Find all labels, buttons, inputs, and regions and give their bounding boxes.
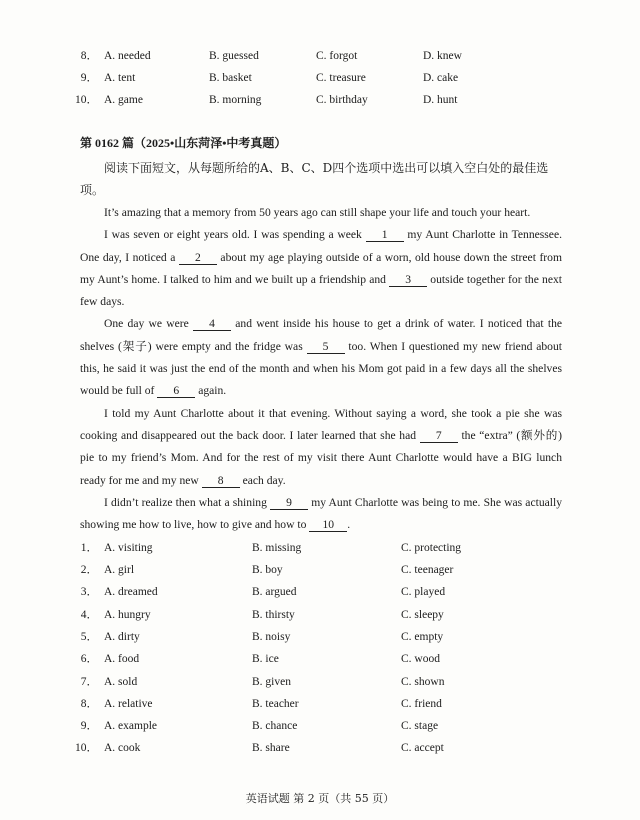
option-c: C. sleepy (401, 609, 444, 621)
option-b: B. teacher (252, 698, 299, 710)
question-number: 2． (80, 564, 98, 576)
passage-paragraph: I told my Aunt Charlotte about it that evening. Without saying a word, she took a pie she was cooking and disappeared out the back door. I later learned that she had 7 the “extra” (额外的) pie to my friend’s Mom. And for the rest of my visit there Aunt Charlotte would have a BIG lunch ready for me and my new 8 each day. (80, 406, 563, 487)
question-number: 9． (80, 720, 98, 732)
option-b: B. ice (252, 653, 279, 665)
option-d: D. knew (423, 50, 462, 62)
blank-1: 1 (366, 228, 404, 242)
option-b: B. chance (252, 720, 298, 732)
option-b: B. guessed (209, 50, 259, 62)
option-row (0, 650, 640, 668)
option-b: B. morning (209, 94, 262, 106)
prev-option-row (0, 91, 640, 109)
option-c: C. teenager (401, 564, 454, 576)
blank-7: 7 (420, 429, 458, 443)
option-b: B. basket (209, 72, 252, 84)
option-row (0, 695, 640, 713)
passage-paragraph: One day we were 4 and went inside his house to get a drink of water. I noticed that the shelves (架子) were empty and the fridge was 5 too. When I questioned my new friend about this, he said it was just the end of the month and when his Mom got paid in a few days all the shelves would be full of 6 again. (80, 317, 563, 398)
option-a: A. sold (104, 676, 138, 688)
blank-9: 9 (270, 496, 308, 510)
question-number: 4． (80, 609, 98, 621)
blank-8: 8 (202, 474, 240, 488)
option-b: B. noisy (252, 631, 291, 643)
option-row (0, 561, 640, 579)
option-b: B. argued (252, 586, 297, 598)
option-a: A. visiting (104, 542, 153, 554)
option-c: C. friend (401, 698, 442, 710)
question-number: 10． (75, 742, 98, 754)
option-b: B. thirsty (252, 609, 295, 621)
question-number: 3． (80, 586, 98, 598)
question-number: 1． (80, 542, 98, 554)
option-a: A. food (104, 653, 140, 665)
section-instruction: 阅读下面短文，从每题所给的A、B、C、D四个选项中选出可以填入空白处的最佳选项。 (80, 161, 549, 197)
question-number: 9． (80, 72, 98, 84)
option-a: A. cook (104, 742, 141, 754)
option-a: A. example (104, 720, 158, 732)
option-c: C. protecting (401, 542, 462, 554)
blank-4: 4 (193, 317, 231, 331)
option-d: D. cake (423, 72, 459, 84)
blank-3: 3 (389, 273, 427, 287)
blank-6: 6 (157, 384, 195, 398)
option-c: C. stage (401, 720, 439, 732)
passage-paragraph: It’s amazing that a memory from 50 years ago can still shape your life and touch your heart. (104, 206, 531, 219)
option-b: B. boy (252, 564, 283, 576)
option-a: A. dirty (104, 631, 140, 643)
option-a: A. tent (104, 72, 136, 84)
question-number: 10． (75, 94, 98, 106)
option-a: A. needed (104, 50, 151, 62)
passage (80, 202, 562, 536)
option-row (0, 628, 640, 646)
option-a: A. girl (104, 564, 135, 576)
option-a: A. game (104, 94, 143, 106)
option-row (0, 539, 640, 557)
blank-5: 5 (307, 340, 345, 354)
blank-10: 10 (309, 518, 347, 532)
option-c: C. wood (401, 653, 440, 665)
option-row (0, 717, 640, 735)
option-c: C. birthday (316, 94, 368, 106)
option-row (0, 606, 640, 624)
passage-paragraph: I was seven or eight years old. I was spending a week 1 my Aunt Charlotte in Tennessee. One day, I noticed a 2 about my age playing outside of a worn, old house down the street from my Aunt’s home. I talked to him and we built up a friendship and 3 outside together for the next few days. (80, 228, 563, 309)
page-footer: 英语试题 第 2 页（共 55 页） (245, 792, 395, 805)
option-row (0, 673, 640, 691)
question-number: 5． (80, 631, 98, 643)
blank-2: 2 (179, 251, 217, 265)
option-b: B. given (252, 676, 291, 688)
option-c: C. accept (401, 742, 444, 754)
option-c: C. shown (401, 676, 445, 688)
option-c: C. treasure (316, 72, 366, 84)
prev-option-row (0, 69, 640, 87)
option-a: A. dreamed (104, 586, 158, 598)
option-c: C. played (401, 586, 446, 598)
option-row (0, 583, 640, 601)
option-c: C. empty (401, 631, 444, 643)
question-number: 7． (80, 676, 98, 688)
question-number: 8． (80, 698, 98, 710)
question-number: 8． (80, 50, 98, 62)
section-title: 第 0162 篇（2025•山东菏泽•中考真题） (80, 136, 287, 150)
question-number: 6． (80, 653, 98, 665)
option-b: B. missing (252, 542, 302, 554)
option-d: D. hunt (423, 94, 458, 106)
option-c: C. forgot (316, 50, 358, 62)
prev-option-row (0, 47, 640, 65)
passage-paragraph: I didn’t realize then what a shining 9 my Aunt Charlotte was being to me. She was actually showing me how to live, how to give and how to 10 . (80, 495, 562, 532)
option-a: A. relative (104, 698, 153, 710)
option-b: B. share (252, 742, 290, 754)
option-row (0, 739, 640, 757)
option-a: A. hungry (104, 609, 151, 621)
